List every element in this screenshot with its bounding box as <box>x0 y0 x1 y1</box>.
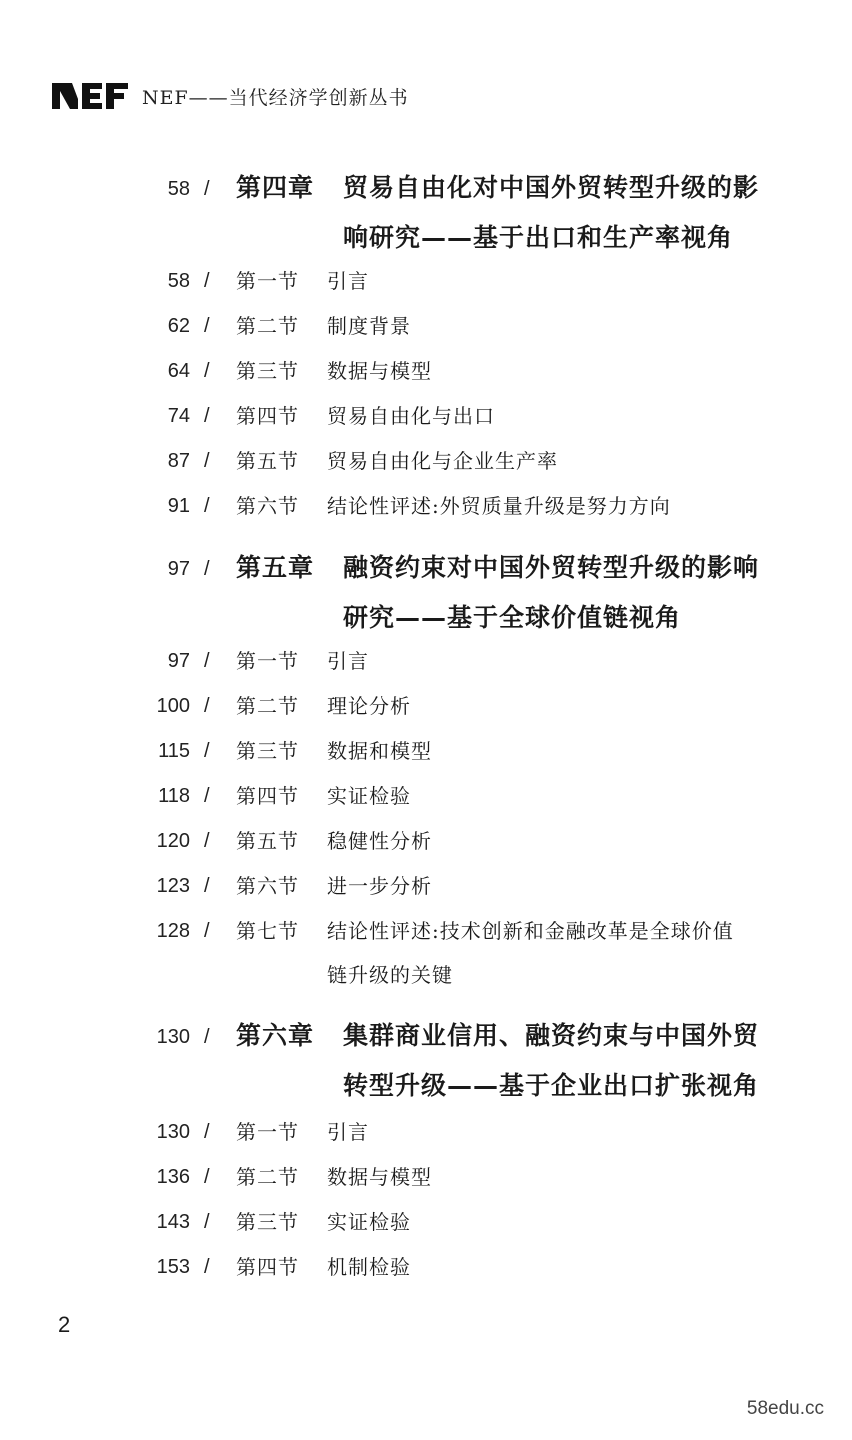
toc-entry-label: 第七节 <box>236 919 299 943</box>
toc-entry-title: 数据与模型 <box>327 359 432 383</box>
toc-entry-title: 进一步分析 <box>327 874 432 898</box>
toc-entry-title: 贸易自由化与企业生产率 <box>327 449 558 473</box>
toc-separator: / <box>204 1211 210 1233</box>
toc-separator: / <box>204 178 210 200</box>
toc-page-number: 91 <box>167 495 190 517</box>
toc-entry-title: 实证检验 <box>327 1210 411 1234</box>
toc-separator: / <box>204 875 210 897</box>
toc-entry-label: 第一节 <box>236 269 299 293</box>
toc-entry-label: 第三节 <box>236 1210 299 1234</box>
toc-entry-title-continued: 研究——基于全球价值链视角 <box>343 603 682 632</box>
toc-entry-title: 数据与模型 <box>327 1165 432 1189</box>
toc-entry-title: 贸易自由化对中国外贸转型升级的影 <box>343 173 760 202</box>
toc-entry-label: 第二节 <box>236 1165 299 1189</box>
toc-separator: / <box>204 920 210 942</box>
toc-entry-title-continued: 链升级的关键 <box>327 963 453 987</box>
toc-entry-title: 结论性评述:技术创新和金融改革是全球价值 <box>327 919 734 943</box>
toc-entry-label: 第四节 <box>236 784 299 808</box>
toc-separator: / <box>204 315 210 337</box>
toc-entry-label: 第四节 <box>236 404 299 428</box>
page-number: 2 <box>58 1312 71 1337</box>
toc-separator: / <box>204 830 210 852</box>
toc-page-number: 130 <box>156 1026 190 1048</box>
toc-page-number: 130 <box>156 1121 190 1143</box>
toc-entry-title: 贸易自由化与出口 <box>327 404 495 428</box>
toc-separator: / <box>204 1121 210 1143</box>
toc-entry-label: 第四章 <box>236 173 315 202</box>
toc-entry-title: 集群商业信用、融资约束与中国外贸 <box>343 1021 760 1050</box>
toc-entry-title: 引言 <box>327 1120 369 1144</box>
toc-page-number: 100 <box>156 695 190 717</box>
toc-separator: / <box>204 740 210 762</box>
toc-entry-title: 实证检验 <box>327 784 411 808</box>
toc-separator: / <box>204 1026 210 1048</box>
toc-entry-title: 理论分析 <box>327 694 411 718</box>
toc-entry-label: 第四节 <box>236 1255 299 1279</box>
toc-page-number: 87 <box>167 450 190 472</box>
toc-page-number: 58 <box>167 270 190 292</box>
toc-entry-label: 第五节 <box>236 829 299 853</box>
toc-entry-title-continued: 响研究——基于出口和生产率视角 <box>343 223 734 252</box>
toc-entry-label: 第三节 <box>236 739 299 763</box>
toc-page-number: 62 <box>167 315 190 337</box>
toc-entry-label: 第六章 <box>236 1021 315 1050</box>
toc-entry-title: 融资约束对中国外贸转型升级的影响 <box>343 553 760 582</box>
toc-entry-title: 引言 <box>327 269 369 293</box>
nef-logo <box>52 79 128 113</box>
toc-separator: / <box>204 405 210 427</box>
watermark: 58edu.cc <box>746 1398 824 1419</box>
toc-entry-label: 第三节 <box>236 359 299 383</box>
toc-separator: / <box>204 785 210 807</box>
toc-entry-label: 第一节 <box>236 1120 299 1144</box>
toc-entry-label: 第六节 <box>236 874 299 898</box>
toc-page-number: 153 <box>156 1256 190 1278</box>
toc-entry-title: 制度背景 <box>327 314 411 338</box>
toc-entry-title: 引言 <box>327 649 369 673</box>
series-title: NEF——当代经济学创新丛书 <box>142 86 409 109</box>
toc-page-number: 64 <box>167 360 190 382</box>
toc-page-number: 97 <box>167 650 190 672</box>
toc-page-number: 115 <box>158 740 190 762</box>
toc-page-number: 143 <box>156 1211 190 1233</box>
toc-entry-label: 第六节 <box>236 494 299 518</box>
toc-separator: / <box>204 270 210 292</box>
toc-entry-title: 结论性评述:外贸质量升级是努力方向 <box>327 494 671 518</box>
toc-separator: / <box>204 360 210 382</box>
toc-page-number: 123 <box>156 875 190 897</box>
toc-entry-title: 机制检验 <box>327 1255 411 1279</box>
toc-page-number: 120 <box>156 830 190 852</box>
toc-entry-label: 第五章 <box>236 553 315 582</box>
toc-page-number: 97 <box>167 558 190 580</box>
toc-page-number: 74 <box>167 405 190 427</box>
toc-separator: / <box>204 650 210 672</box>
toc-page-number: 58 <box>167 178 190 200</box>
toc-entry-title: 数据和模型 <box>327 739 432 763</box>
toc-separator: / <box>204 495 210 517</box>
toc-entry-label: 第五节 <box>236 449 299 473</box>
toc-entry-label: 第二节 <box>236 314 299 338</box>
toc-page-number: 118 <box>158 785 190 807</box>
toc-separator: / <box>204 695 210 717</box>
toc-separator: / <box>204 450 210 472</box>
toc-entry-label: 第一节 <box>236 649 299 673</box>
toc-separator: / <box>204 1256 210 1278</box>
toc-entry-title: 稳健性分析 <box>327 829 432 853</box>
toc-entry-title-continued: 转型升级——基于企业出口扩张视角 <box>343 1071 760 1100</box>
toc-separator: / <box>204 1166 210 1188</box>
toc-entry-label: 第二节 <box>236 694 299 718</box>
series-header <box>52 76 409 116</box>
toc-page-number: 136 <box>156 1166 190 1188</box>
toc-page-number: 128 <box>156 920 190 942</box>
toc-separator: / <box>204 558 210 580</box>
